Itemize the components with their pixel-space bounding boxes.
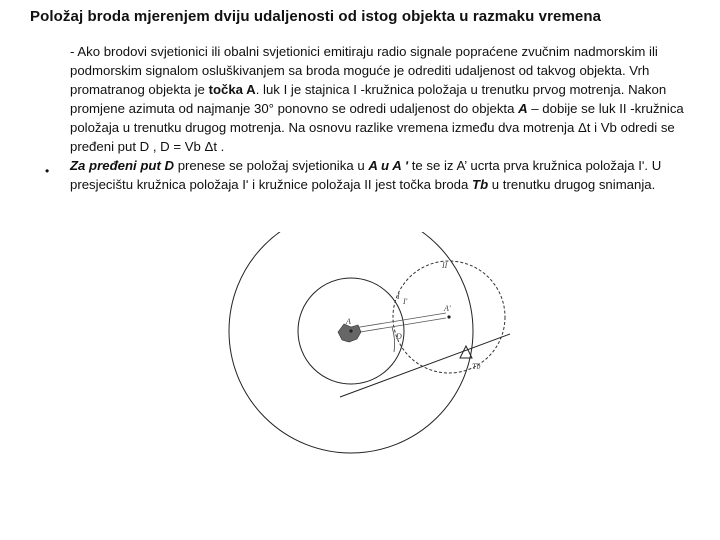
slide-title: Položaj broda mjerenjem dviju udaljenosti od istog objekta u razmaku vremena (30, 8, 602, 25)
para2-text-3: u trenutku drugog snimanja. (488, 177, 656, 192)
label-i-prime: I' (403, 297, 408, 306)
paragraph-intro (70, 42, 690, 156)
label-d: D (396, 332, 402, 341)
para2-bold-a-prime: A u A ʹ (368, 158, 409, 173)
diagram-svg (220, 232, 520, 532)
paragraph-bullet (70, 156, 690, 194)
para2-bold-predeni-put: Za pređeni put D (70, 158, 175, 173)
body-text (70, 42, 690, 194)
position-diagram (220, 232, 520, 532)
label-a: A (346, 317, 351, 326)
label-a-prime: A' (444, 304, 451, 313)
lighthouse-shape (338, 324, 361, 342)
label-tb: Tb (472, 362, 481, 371)
para2-bold-tb: Tb (472, 177, 489, 192)
circle-ii-large (229, 232, 473, 453)
para1-text-1: - Ako brodovi svjetionici ili obalni svjetionici emitiraju radio signale popraćene zvučnim nadmorskim ili podmorskim signalom osluškivanjem sa broda moguće je odrediti udaljenost od takvog objekta. Vrh promatranog objekta je (70, 44, 658, 97)
para1-bold-a: A (518, 101, 528, 116)
label-i: I (397, 292, 400, 301)
para2-text-1: prenese se položaj svjetionika u (174, 158, 369, 173)
para2-text-2: te se iz A’ ucrta prva kružnica položaja Iʹ. U presjecištu kružnica položaja Iʹ i kružnice položaja II jest točka broda (70, 158, 662, 192)
para1-text-3: – dobije se luk II -kružnica položaja u trenutku drugog motrenja. Na osnovu razlike vremena između dva motrenja Δt i Vb odredi se pređeni put D , D = Vb Δt . (70, 101, 684, 154)
course-line (340, 334, 510, 397)
para1-text-2: . luk I je stajnica I -kružnica položaja u trenutku prvog motrenja. Nakon promjene azimuta od najmanje 30° ponovno se odredi udaljenost do objekta (70, 82, 667, 116)
translation-line-1 (348, 313, 446, 329)
para1-bold-tocka-a: točka A (208, 82, 256, 97)
point-a-prime (447, 315, 450, 318)
bullet-marker: • (45, 164, 50, 178)
point-a (349, 329, 352, 332)
label-ii: II (442, 261, 448, 270)
